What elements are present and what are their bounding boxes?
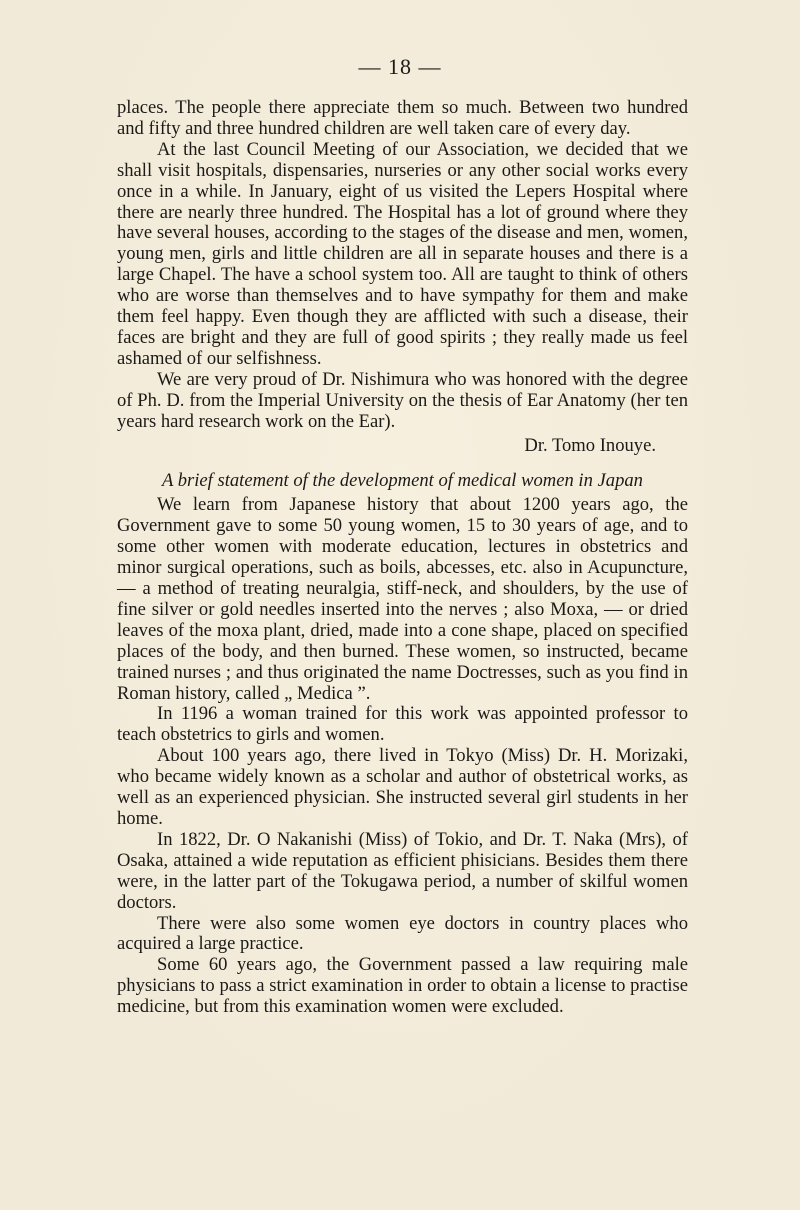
paragraph: At the last Council Meeting of our Association, we decided that we shall visit hospitals, dispensaries, nurseries or any other social works every once in a while. In January, eight of us visited the Lepers Hospital where there are nearly three hundred. The Hospital has a lot of ground where they have several houses, according to the stages of the disease and men, women, young men, girls and little children are all in separate houses and there is a large Chapel. The have a school system too. All are taught to think of others who are worse than themselves and to have sympathy for them and make them feel happy. Even though they are afflicted with such a disease, their faces are bright and they are full of good spirits ; they really made us feel ashamed of our selfishness. bbox=[117, 138, 688, 369]
section-title: A brief statement of the development of medical women in Japan bbox=[162, 469, 643, 491]
paragraph: In 1196 a woman trained for this work was appointed professor to teach obstetrics to girls and women. bbox=[117, 703, 688, 746]
paragraph: There were also some women eye doctors in country places who acquired a large practice. bbox=[117, 912, 688, 955]
paragraph: places. The people there appreciate them so much. Between two hundred and fifty and three hundred children are well taken care of every day. bbox=[117, 97, 688, 139]
paragraph: In 1822, Dr. O Nakanishi (Miss) of Tokio, and Dr. T. Naka (Mrs), of Osaka, attained a wide reputation as efficient phisicians. Besides them there were, in the latter part of the Tokugawa period, a number of skilful women doctors. bbox=[117, 828, 688, 913]
signature: Dr. Tomo Inouye. bbox=[524, 434, 656, 456]
paragraph: We are very proud of Dr. Nishimura who was honored with the degree of Ph. D. from the Imperial University on the thesis of Ear Anatomy (her ten years hard research work on the Ear). bbox=[117, 368, 688, 432]
page-number: — 18 — bbox=[358, 54, 442, 79]
paragraph: We learn from Japanese history that about 1200 years ago, the Government gave to some 50 young women, 15 to 30 years of age, and to some other women with moderate education, lectures in obstetrics and minor surgical operations, such as boils, abcesses, etc. also in Acupuncture, — a method of treating neuralgia, stiff-neck, and shoulders, by the use of fine silver or gold needles inserted into the nerves ; also Moxa, — or dried leaves of the moxa plant, dried, made into a cone shape, placed on specified places of the body, and then burned. These women, so instructed, became trained nurses ; and thus originated the name Doctresses, such as you find in Roman history, called „ Medica ”. bbox=[117, 494, 688, 704]
paragraph: About 100 years ago, there lived in Tokyo (Miss) Dr. H. Morizaki, who became widely known as a scholar and author of obstetrical works, as well as an experienced physician. She instructed several girl students in her home. bbox=[117, 745, 688, 829]
body-text bbox=[117, 98, 688, 1018]
paragraph: Some 60 years ago, the Government passed a law requiring male physicians to pass a strict examination in order to obtain a license to practise medicine, but from this examination women were excluded. bbox=[117, 954, 688, 1018]
